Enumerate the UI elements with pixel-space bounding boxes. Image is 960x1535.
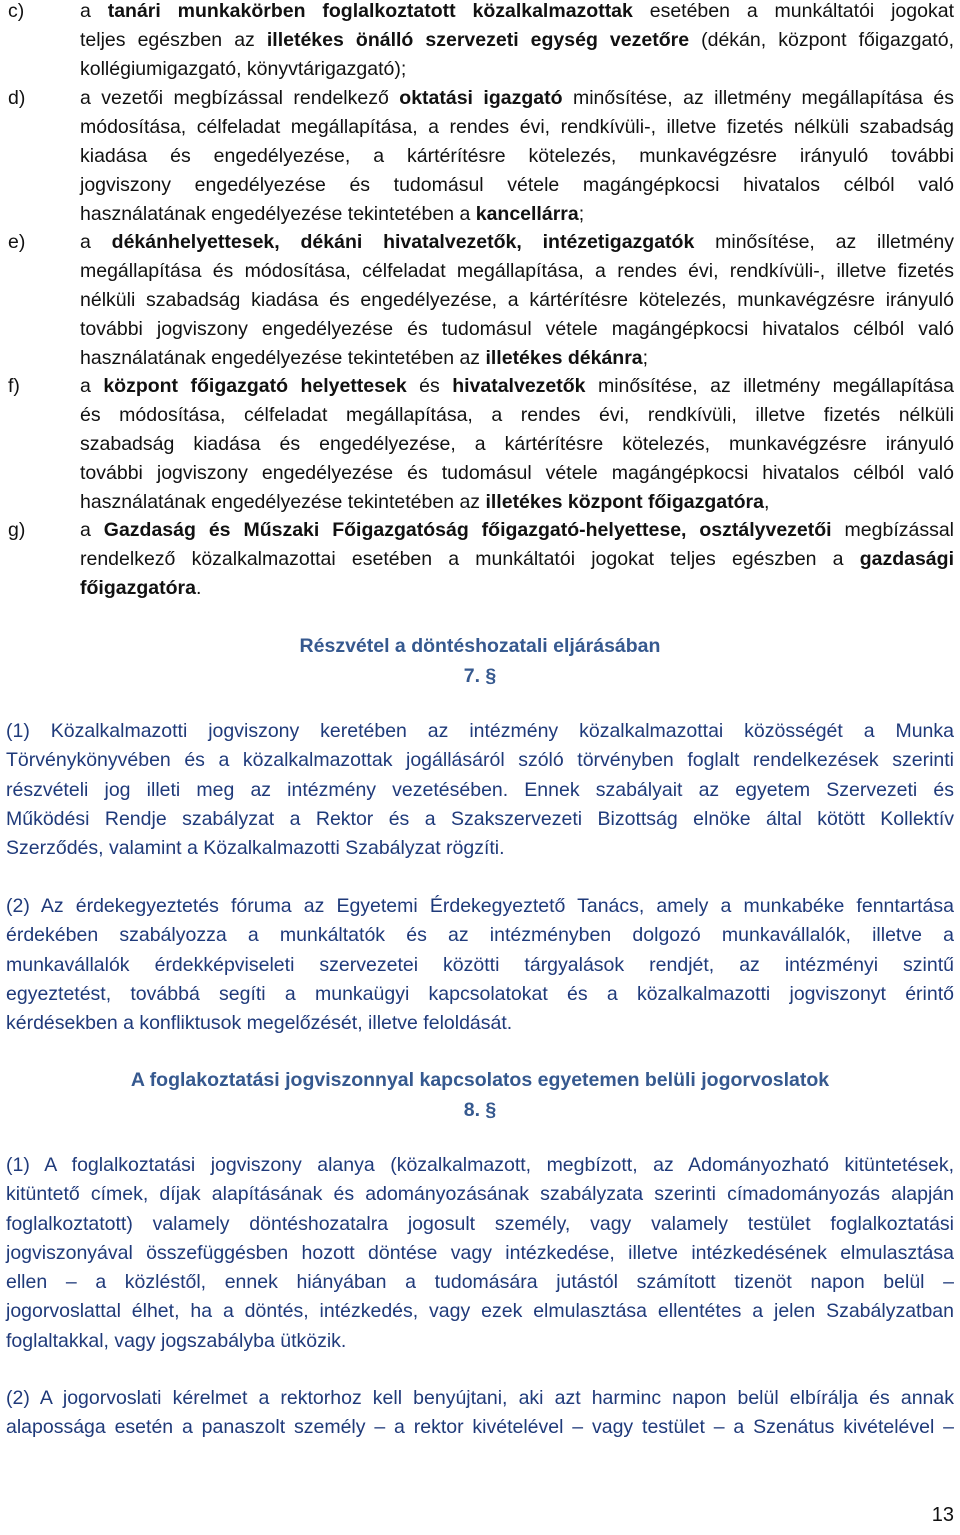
text-line: a Gazdaság és Műszaki Főigazgatóság főigazgató-helyettese, osztályvezetői megbízással [80, 519, 955, 541]
list-item-f [8, 372, 954, 517]
text-line: a tanári munkakörben foglalkoztatott közalkalmazottak esetében a munkáltatói jogokat [80, 0, 954, 22]
text-line: módosítása, célfeladat megállapítása, a rendes évi, rendkívüli-, illetve fizetés nélküli szabadság [80, 115, 954, 138]
list-label: g) [8, 519, 26, 541]
text-line: (1) Közalkalmazotti jogviszony keretében az intézmény közalkalmazottai közösségét a Munka [6, 720, 954, 742]
text-line: Törvénykönyvében és a közalkalmazottak jogállásáról szóló törvényben foglalt rendelkezések szerinti [6, 749, 954, 772]
text-line: alapossága esetén a panaszolt személy – a rektor kivételével – vagy testület – a Szenátus kivételével – [6, 1416, 954, 1439]
list-item-body [80, 516, 954, 603]
section-title: Részvétel a döntéshozatali eljárásában [299, 635, 661, 657]
list-item-body [80, 84, 954, 229]
text-line: munkavállalók érdekképviseleti szervezetei közötti tárgyalások rendjét, az intézményi szintű [6, 953, 954, 976]
text-line: rendelkező közalkalmazottai esetében a munkáltatói jogokat teljes egészben a gazdasági [80, 547, 954, 570]
text-line: kollégiumigazgató, könyvtárigazgató); [80, 57, 407, 80]
text-line: érdekében szabályozza a munkáltatók és az intézményben dolgozó munkavállalók, illetve a [6, 924, 954, 947]
paragraph [6, 892, 954, 1038]
text-line: (2) A jogorvoslati kérelmet a rektorhoz kell benyújtani, aki azt harminc napon belül elbírálja és annak [6, 1387, 954, 1409]
text-line: főigazgatóra. [80, 576, 202, 599]
text-line: jogorvoslattal élhet, ha a döntés, intézkedés, vagy ezek elmulasztása ellentétes a jelen Szabályzatban [6, 1300, 954, 1323]
text-line: foglaltakkal, vagy jogszabályba ütközik. [6, 1329, 347, 1352]
list-item-c [8, 0, 954, 84]
list-item-e [8, 228, 954, 373]
text-line: (1) A foglalkoztatási jogviszony alanya (közalkalmazott, megbízott, az Adományozható kitüntetések, [6, 1154, 954, 1176]
text-line: Szerződés, valamint a Közalkalmazotti Szabályzat rögzíti. [6, 837, 505, 860]
text-line: a dékánhelyettesek, dékáni hivatalvezetők, intézetigazgatók minősítése, az illetmény [80, 231, 954, 253]
list-label: e) [8, 231, 26, 253]
list-label: c) [8, 0, 25, 22]
text-line: használatának engedélyezése tekintetében a kancellárra; [80, 202, 585, 225]
text-line: szabadság kiadása és engedélyezése, a kártérítésre kötelezés, munkavégzésre irányuló [80, 432, 954, 455]
text-line: Működési Rendje szabályzat a Rektor és a Szakszervezeti Bizottság elnöke által kötött Kollektív [6, 807, 954, 830]
section-title: A foglakoztatási jogviszonnyal kapcsolatos egyetemen belüli jogorvoslatok [130, 1069, 830, 1091]
text-line: egyeztetést, továbbá segíti a munkaügyi kapcsolatokat és a közalkalmazotti jogviszonyt érintő [6, 982, 954, 1005]
text-line: használatának engedélyezése tekintetében az illetékes dékánra; [80, 346, 649, 369]
text-line: kitüntető címek, díjak alapításának és adományozásának szabályzata szerinti címadományozás alapján [6, 1183, 954, 1206]
list-item-body [80, 0, 954, 84]
paragraph [6, 717, 954, 863]
text-line: ellen – a közléstől, ennek hiányában a tudomására jutástól számított tizenöt napon belül – [6, 1271, 954, 1294]
list-item-body [80, 372, 954, 517]
text-line: jogviszonyával összefüggésben hozott döntése vagy intézkedése, illetve intézkedésének elmulasztása [6, 1241, 954, 1264]
page-number: 13 [931, 1504, 954, 1526]
list-item-g [8, 516, 954, 603]
text-line: kérdésekben a konfliktusok megelőzését, illetve feloldását. [6, 1012, 513, 1035]
text-line: kiadása és engedélyezése, a kártérítésre kötelezés, munkavégzésre irányuló további [80, 144, 954, 167]
list-item-body [80, 228, 954, 373]
section-number: 7. § [463, 665, 497, 687]
text-line: megállapítása és módosítása, célfeladat megállapítása, a rendes évi, rendkívüli-, illetve fizetés [80, 259, 954, 282]
text-line: és módosítása, célfeladat megállapítása, a rendes évi, rendkívüli, illetve fizetés nélküli [80, 403, 954, 426]
text-line: nélküli szabadság kiadása és engedélyezése, a kártérítésre kötelezés, munkavégzésre irányuló [80, 288, 954, 311]
section-number: 8. § [463, 1099, 497, 1121]
text-line: további jogviszony engedélyezése és tudomásul vétele magángépkocsi hivatalos célból való [80, 461, 954, 484]
text-line: (2) Az érdekegyeztetés fóruma az Egyetemi Érdekegyeztető Tanács, amely a munkabéke fenntartása [6, 895, 954, 917]
text-line: a vezetői megbízással rendelkező oktatási igazgató minősítése, az illetmény megállapítása és [80, 87, 954, 109]
text-line: részvételi jog illeti meg az intézmény vezetésében. Ennek szabályait az egyetem Szervezeti és [6, 778, 954, 801]
text-line: teljes egészben az illetékes önálló szervezeti egység vezetőre (dékán, központ főigazgató, [80, 28, 954, 51]
text-line: a központ főigazgató helyettesek és hivatalvezetők minősítése, az illetmény megállapítása [80, 375, 955, 397]
text-line: használatának engedélyezése tekintetében az illetékes központ főigazgatóra, [80, 490, 770, 513]
paragraph [6, 1384, 954, 1443]
list-label: f) [8, 375, 20, 397]
paragraph [6, 1151, 954, 1356]
text-line: foglalkoztatott) valamely döntéshozatalra jogosult személy, vagy valamely testület foglalkoztatási [6, 1212, 954, 1235]
list-item-d [8, 84, 954, 229]
text-line: jogviszony engedélyezése és tudomásul vétele magángépkocsi hivatalos célból való [80, 173, 954, 196]
list-label: d) [8, 87, 26, 109]
text-line: további jogviszony engedélyezése és tudomásul vétele magángépkocsi hivatalos célból való [80, 317, 954, 340]
